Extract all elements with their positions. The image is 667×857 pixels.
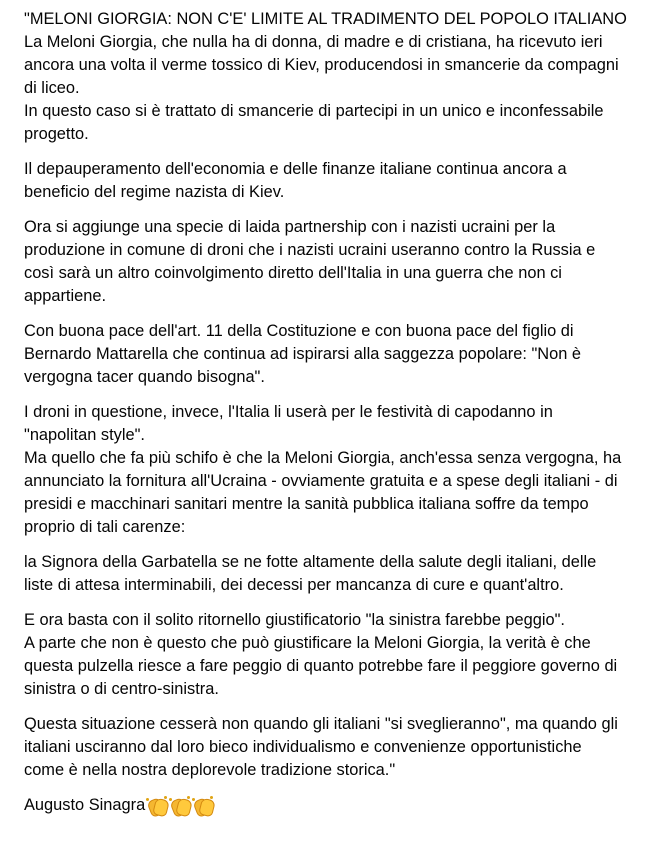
text-line: Bernardo Mattarella che continua ad ispirarsi alla saggezza popolare: "Non è [24, 345, 582, 363]
text-line: annunciato la fornitura all'Ucraina - ovviamente gratuita e a spese degli italiani - di [24, 472, 618, 490]
text-line: beneficio del regime nazista di Kiev. [24, 183, 285, 201]
post-text [24, 8, 664, 817]
text-line: di liceo. [24, 79, 80, 97]
post-body [24, 8, 664, 782]
paragraph [24, 8, 664, 146]
paragraph [24, 609, 664, 701]
text-line: In questo caso si è trattato di smancerie di partecipi in un unico e inconfessabile [24, 102, 604, 120]
paragraph [24, 551, 664, 597]
text-line: Questa situazione cesserà non quando gli italiani "si sveglieranno", ma quando gli [24, 715, 618, 733]
text-line: sinistra o di centro-sinistra. [24, 680, 219, 698]
clapping-hands-icon [169, 796, 191, 816]
text-line: Ora si aggiunge una specie di laida partnership con i nazisti ucraini per la [24, 218, 556, 236]
paragraph [24, 713, 664, 782]
text-line: appartiene. [24, 287, 107, 305]
text-line: ancora una volta il verme tossico di Kiev, producendosi in smancerie da compagni [24, 56, 619, 74]
text-line: vergogna tacer quando bisogna". [24, 368, 265, 386]
signature-name: Augusto Sinagra [24, 796, 146, 814]
text-line: questa pulzella riesce a fare peggio di quanto potrebbe fare il peggiore governo di [24, 657, 618, 675]
text-line: La Meloni Giorgia, che nulla ha di donna, di madre e di cristiana, ha ricevuto ieri [24, 33, 603, 51]
text-line: presidi e macchinari sanitari mentre la sanità pubblica italiana soffre da tempo [24, 495, 589, 513]
text-line: la Signora della Garbatella se ne fotte altamente della salute degli italiani, delle [24, 553, 597, 571]
text-line: "napolitan style". [24, 426, 145, 444]
signature [24, 794, 664, 817]
paragraph [24, 158, 664, 204]
text-line: liste di attesa interminabili, dei decessi per mancanza di cure e quant'altro. [24, 576, 564, 594]
text-line: così sarà un altro coinvolgimento diretto dell'Italia in una guerra che non ci [24, 264, 562, 282]
clapping-hands-icon [192, 796, 214, 816]
text-line: Il depauperamento dell'economia e delle finanze italiane continua ancora a [24, 160, 567, 178]
text-line: produzione in comune di droni che i nazisti ucraini useranno contro la Russia e [24, 241, 596, 259]
text-line: Ma quello che fa più schifo è che la Meloni Giorgia, anch'essa senza vergogna, ha [24, 449, 622, 467]
paragraph [24, 216, 664, 308]
text-line: come è nella nostra deplorevole tradizione storica." [24, 761, 396, 779]
text-line: "MELONI GIORGIA: NON C'E' LIMITE AL TRADIMENTO DEL POPOLO ITALIANO [24, 10, 627, 28]
text-line: proprio di tali carenze: [24, 518, 186, 536]
text-line: E ora basta con il solito ritornello giustificatorio "la sinistra farebbe peggio". [24, 611, 565, 629]
text-line: italiani usciranno dal loro bieco individualismo e convenienze opportunistiche [24, 738, 582, 756]
text-line: progetto. [24, 125, 89, 143]
text-line: I droni in questione, invece, l'Italia li userà per le festività di capodanno in [24, 403, 553, 421]
clapping-hands-icon [146, 796, 168, 816]
paragraph [24, 320, 664, 389]
text-line: A parte che non è questo che può giustificare la Meloni Giorgia, la verità è che [24, 634, 591, 652]
paragraph [24, 401, 664, 539]
text-line: Con buona pace dell'art. 11 della Costituzione e con buona pace del figlio di [24, 322, 574, 340]
